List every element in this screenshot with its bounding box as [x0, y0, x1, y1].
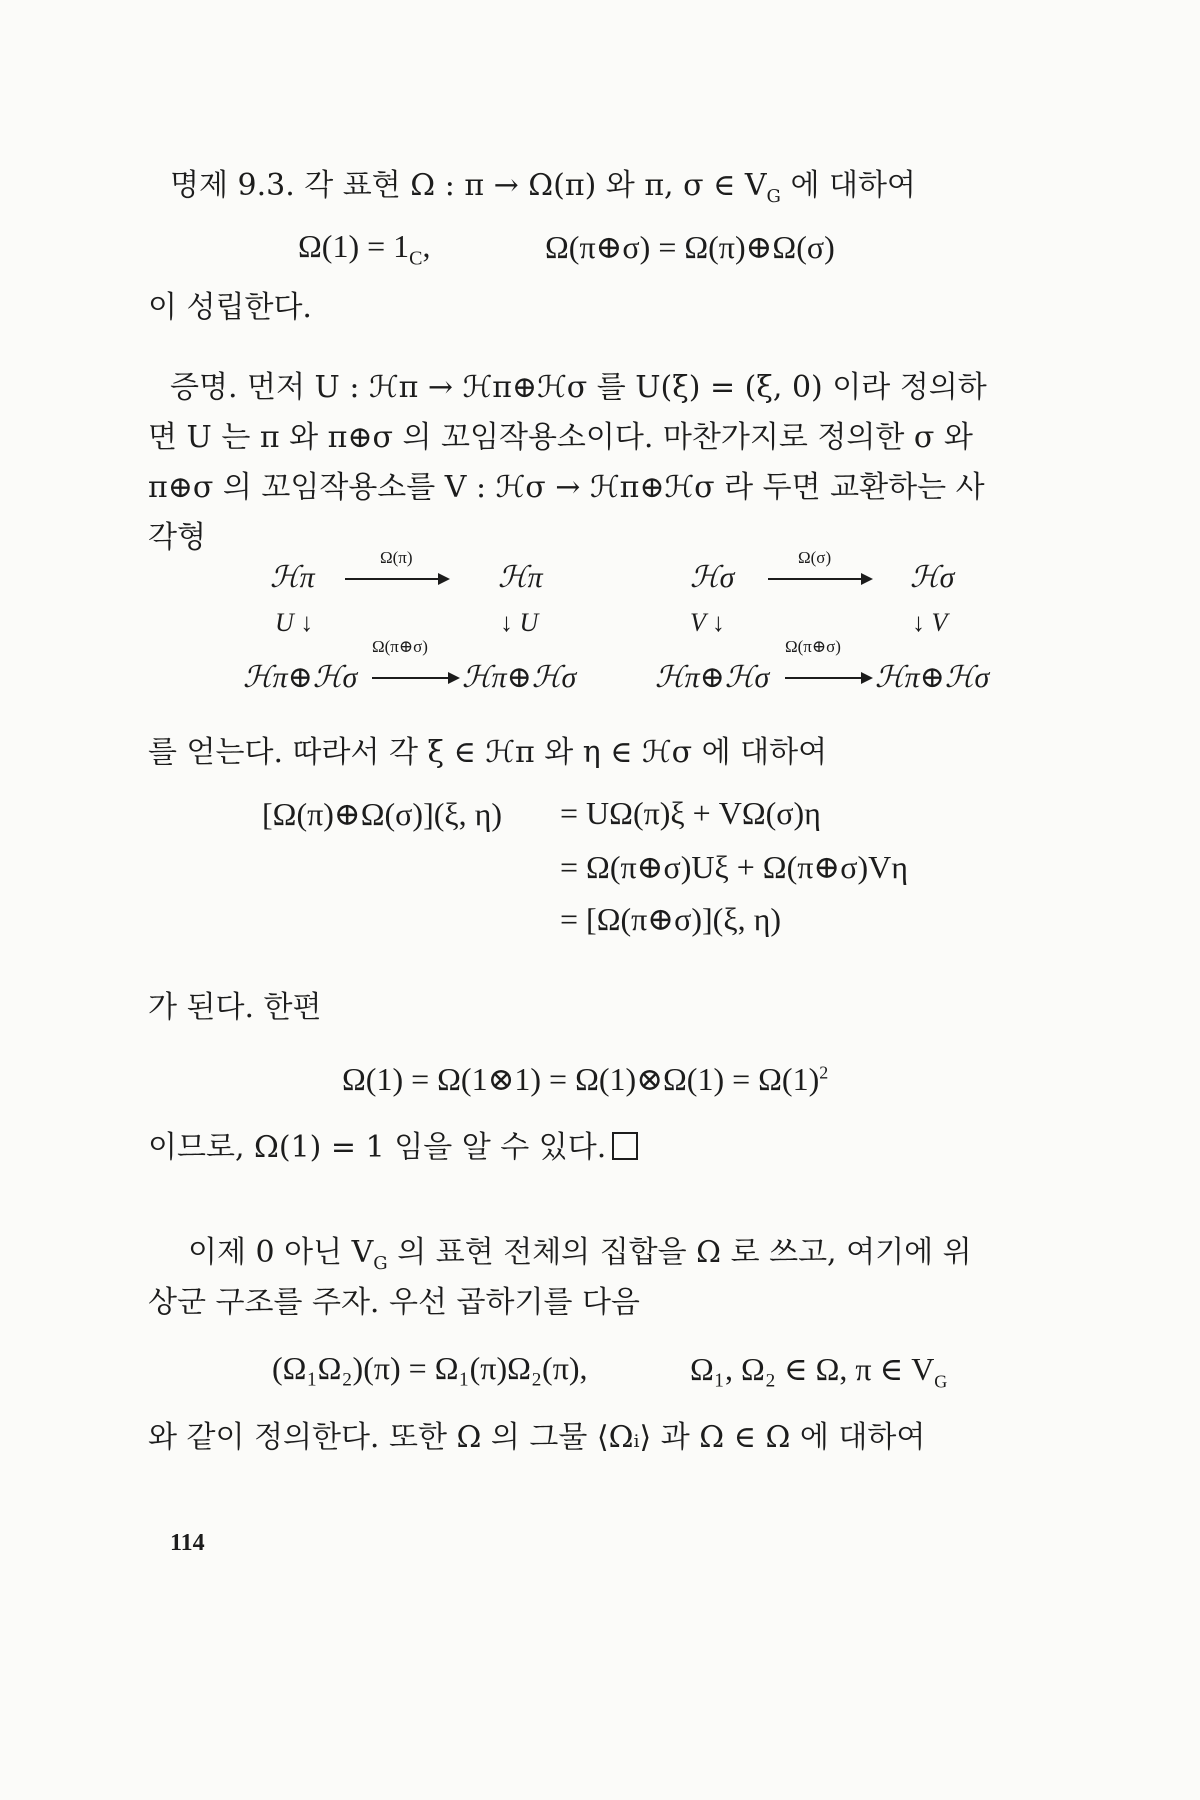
diagram-right-down-right: ↓ V — [912, 608, 948, 637]
diagram-left-bottom-right: ℋπ⊕ℋσ — [462, 661, 577, 694]
diagram-right-top-arrow — [768, 578, 863, 580]
final-line: 와 같이 정의한다. 또한 Ω 의 그물 ⟨Ωᵢ⟩ 과 Ω ∈ Ω 에 대하여 — [148, 1420, 926, 1455]
proposition-equation-right: Ω(π⊕σ) = Ω(π)⊕Ω(σ) — [545, 229, 835, 265]
proposition-head: 명제 9.3. 각 표현 Ω : π → Ω(π) 와 π, σ ∈ $V_G$ 에 대하여 — [170, 168, 916, 207]
diagram-left-bottom-arrowhead — [448, 672, 460, 684]
diagram-left-down-right: ↓ U — [500, 608, 539, 637]
diagram-left-top-arrow — [345, 578, 440, 580]
diagram-left-top-right: ℋπ — [498, 561, 543, 594]
para2-line-2: 상군 구조를 주자. 우선 곱하기를 다음 — [148, 1285, 640, 1320]
diagram-right-bottom-right: ℋπ⊕ℋσ — [875, 661, 990, 694]
therefore-line: 이므로, Ω(1) = 1 임을 알 수 있다. — [148, 1130, 638, 1166]
diagram-right-top-label: Ω(σ) — [798, 548, 832, 567]
qed-square-icon — [612, 1132, 638, 1160]
diagram-right-bottom-arrowhead — [861, 672, 873, 684]
diagram-left-top-arrowhead — [438, 573, 450, 585]
aligned-lhs: [Ω(π)⊕Ω(σ)](ξ, η) — [262, 796, 503, 832]
diagram-right-bottom-label: Ω(π⊕σ) — [785, 637, 841, 656]
diagram-left-bottom-left: ℋπ⊕ℋσ — [243, 661, 358, 694]
proof-line-2: 면 U 는 π 와 π⊕σ 의 꼬임작용소이다. 마찬가지로 정의한 σ 와 — [148, 420, 973, 455]
aligned-rhs-3: = [Ω(π⊕σ)](ξ, η) — [560, 901, 781, 937]
diagram-left-down-left: U ↓ — [275, 608, 314, 637]
diagram-right-down-left: V ↓ — [690, 608, 725, 637]
proposition-equation-left: $\Omega(1) = 1_C$, — [298, 228, 431, 270]
para2-line-1: 이제 0 아닌 $V_G$ 의 표현 전체의 집합을 Ω 로 쓰고, 여기에 위 — [188, 1235, 972, 1274]
page-number: 114 — [170, 1530, 205, 1556]
diagram-left-bottom-label: Ω(π⊕σ) — [372, 637, 428, 656]
diagram-left-top-label: Ω(π) — [380, 548, 413, 567]
aligned-rhs-1: = UΩ(π)ξ + VΩ(σ)η — [560, 795, 821, 831]
diagram-right-top-left: ℋσ — [690, 561, 735, 594]
diagram-right-top-right: ℋσ — [910, 561, 955, 594]
after-diagram-line: 를 얻는다. 따라서 각 ξ ∈ ℋπ 와 η ∈ ℋσ 에 대하여 — [148, 735, 828, 770]
diagram-left-bottom-arrow — [372, 677, 450, 679]
product-equation-right: Ω₁, Ω₂ ∈ Ω, π ∈ $V_G$ — [690, 1351, 948, 1392]
product-equation-left: (Ω₁Ω₂)(π) = Ω₁(π)Ω₂(π), — [272, 1350, 588, 1386]
diagram-left-top-left: ℋπ — [270, 561, 315, 594]
proof-line-4: 각형 — [148, 520, 206, 555]
diagram-right-bottom-left: ℋπ⊕ℋσ — [655, 661, 770, 694]
diagram-right-bottom-arrow — [785, 677, 863, 679]
becomes-line: 가 된다. 한편 — [148, 990, 322, 1025]
diagram-right-top-arrowhead — [861, 573, 873, 585]
aligned-rhs-2: = Ω(π⊕σ)Uξ + Ω(π⊕σ)Vη — [560, 849, 908, 885]
omega-one-equation: Ω(1) = Ω(1⊗1) = Ω(1)⊗Ω(1) = $\Omega(1)^2$ — [342, 1061, 829, 1097]
proof-line-1: 증명. 먼저 U : ℋπ → ℋπ⊕ℋσ 를 U(ξ) = (ξ, 0) 이라 정의하 — [170, 370, 987, 405]
proposition-conclusion: 이 성립한다. — [148, 290, 312, 325]
proof-line-3: π⊕σ 의 꼬임작용소를 V : ℋσ → ℋπ⊕ℋσ 라 두면 교환하는 사 — [148, 470, 985, 505]
